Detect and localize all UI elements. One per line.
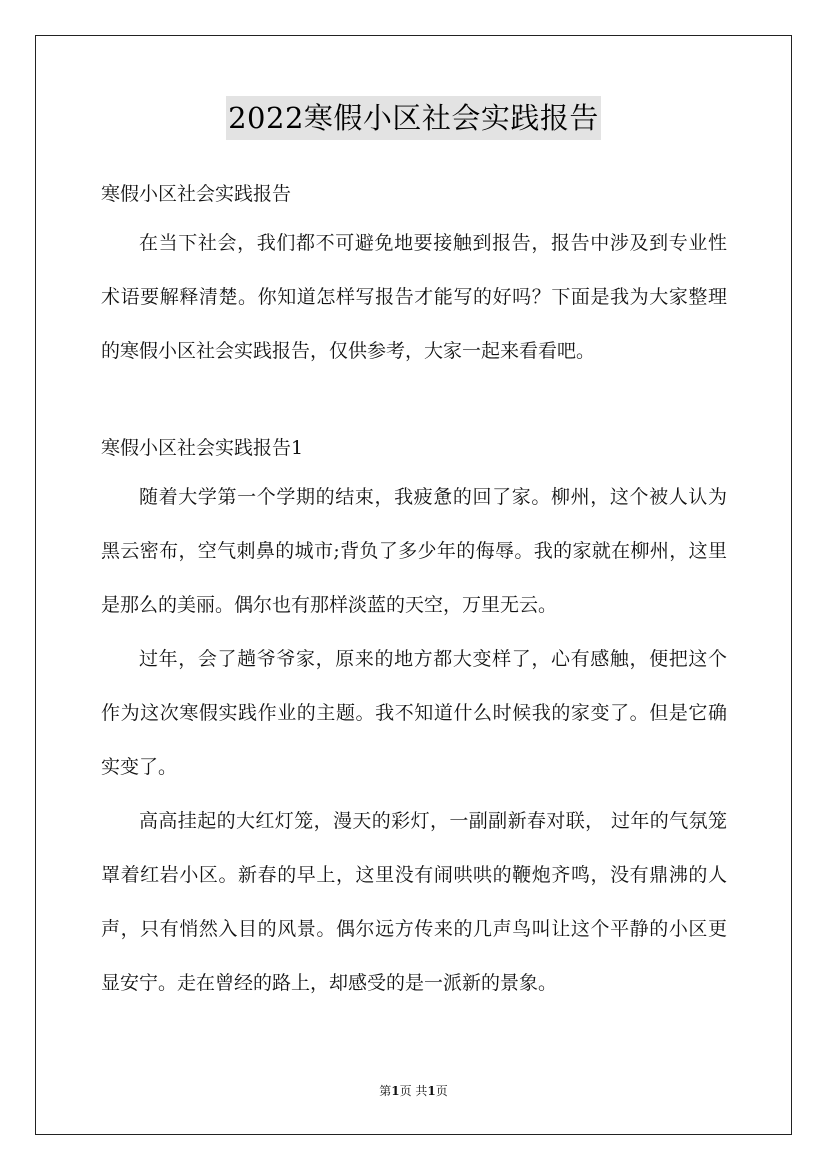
document-body bbox=[101, 172, 727, 1010]
page-current: 1 bbox=[391, 1084, 400, 1098]
page-footer bbox=[0, 1082, 827, 1100]
page-total: 1 bbox=[427, 1084, 436, 1098]
section-heading: 寒假小区社会实践报告1 bbox=[101, 437, 304, 459]
section-spacer bbox=[101, 378, 727, 426]
intro-paragraph: 在当下社会，我们都不可避免地要接触到报告，报告中涉及到专业性术语要解释清楚。你知道怎样写报告才能写的好吗？下面是我为大家整理的寒假小区社会实践报告，仅供参考，大家一起来看看吧。 bbox=[101, 232, 727, 362]
body-paragraph: 过年，会了趟爷爷家，原来的地方都大变样了，心有感触，便把这个作为这次寒假实践作业的主题。我不知道什么时候我的家变了。但是它确实变了。 bbox=[101, 648, 727, 778]
document-subtitle: 寒假小区社会实践报告 bbox=[101, 183, 292, 205]
title-container bbox=[0, 96, 827, 140]
body-paragraph: 随着大学第一个学期的结束，我疲惫的回了家。柳州，这个被人认为黑云密布，空气刺鼻的城市;背负了多少年的侮辱。我的家就在柳州，这里是那么的美丽。偶尔也有那样淡蓝的天空，万里无云。 bbox=[101, 486, 727, 616]
page-label-suffix: 页 bbox=[435, 1084, 448, 1098]
page-label-mid: 页 共 bbox=[399, 1084, 428, 1098]
page-label-prefix: 第 bbox=[379, 1084, 392, 1098]
document-title: 2022寒假小区社会实践报告 bbox=[226, 96, 601, 140]
body-paragraph: 高高挂起的大红灯笼，漫天的彩灯，一副副新春对联， 过年的气氛笼罩着红岩小区。新春的早上，这里没有闹哄哄的鞭炮齐鸣，没有鼎沸的人声，只有悄然入目的风景。偶尔远方传来的几声鸟叫让这个平静的小区更显安宁。走在曾经的路上，却感受的是一派新的景象。 bbox=[101, 810, 727, 994]
